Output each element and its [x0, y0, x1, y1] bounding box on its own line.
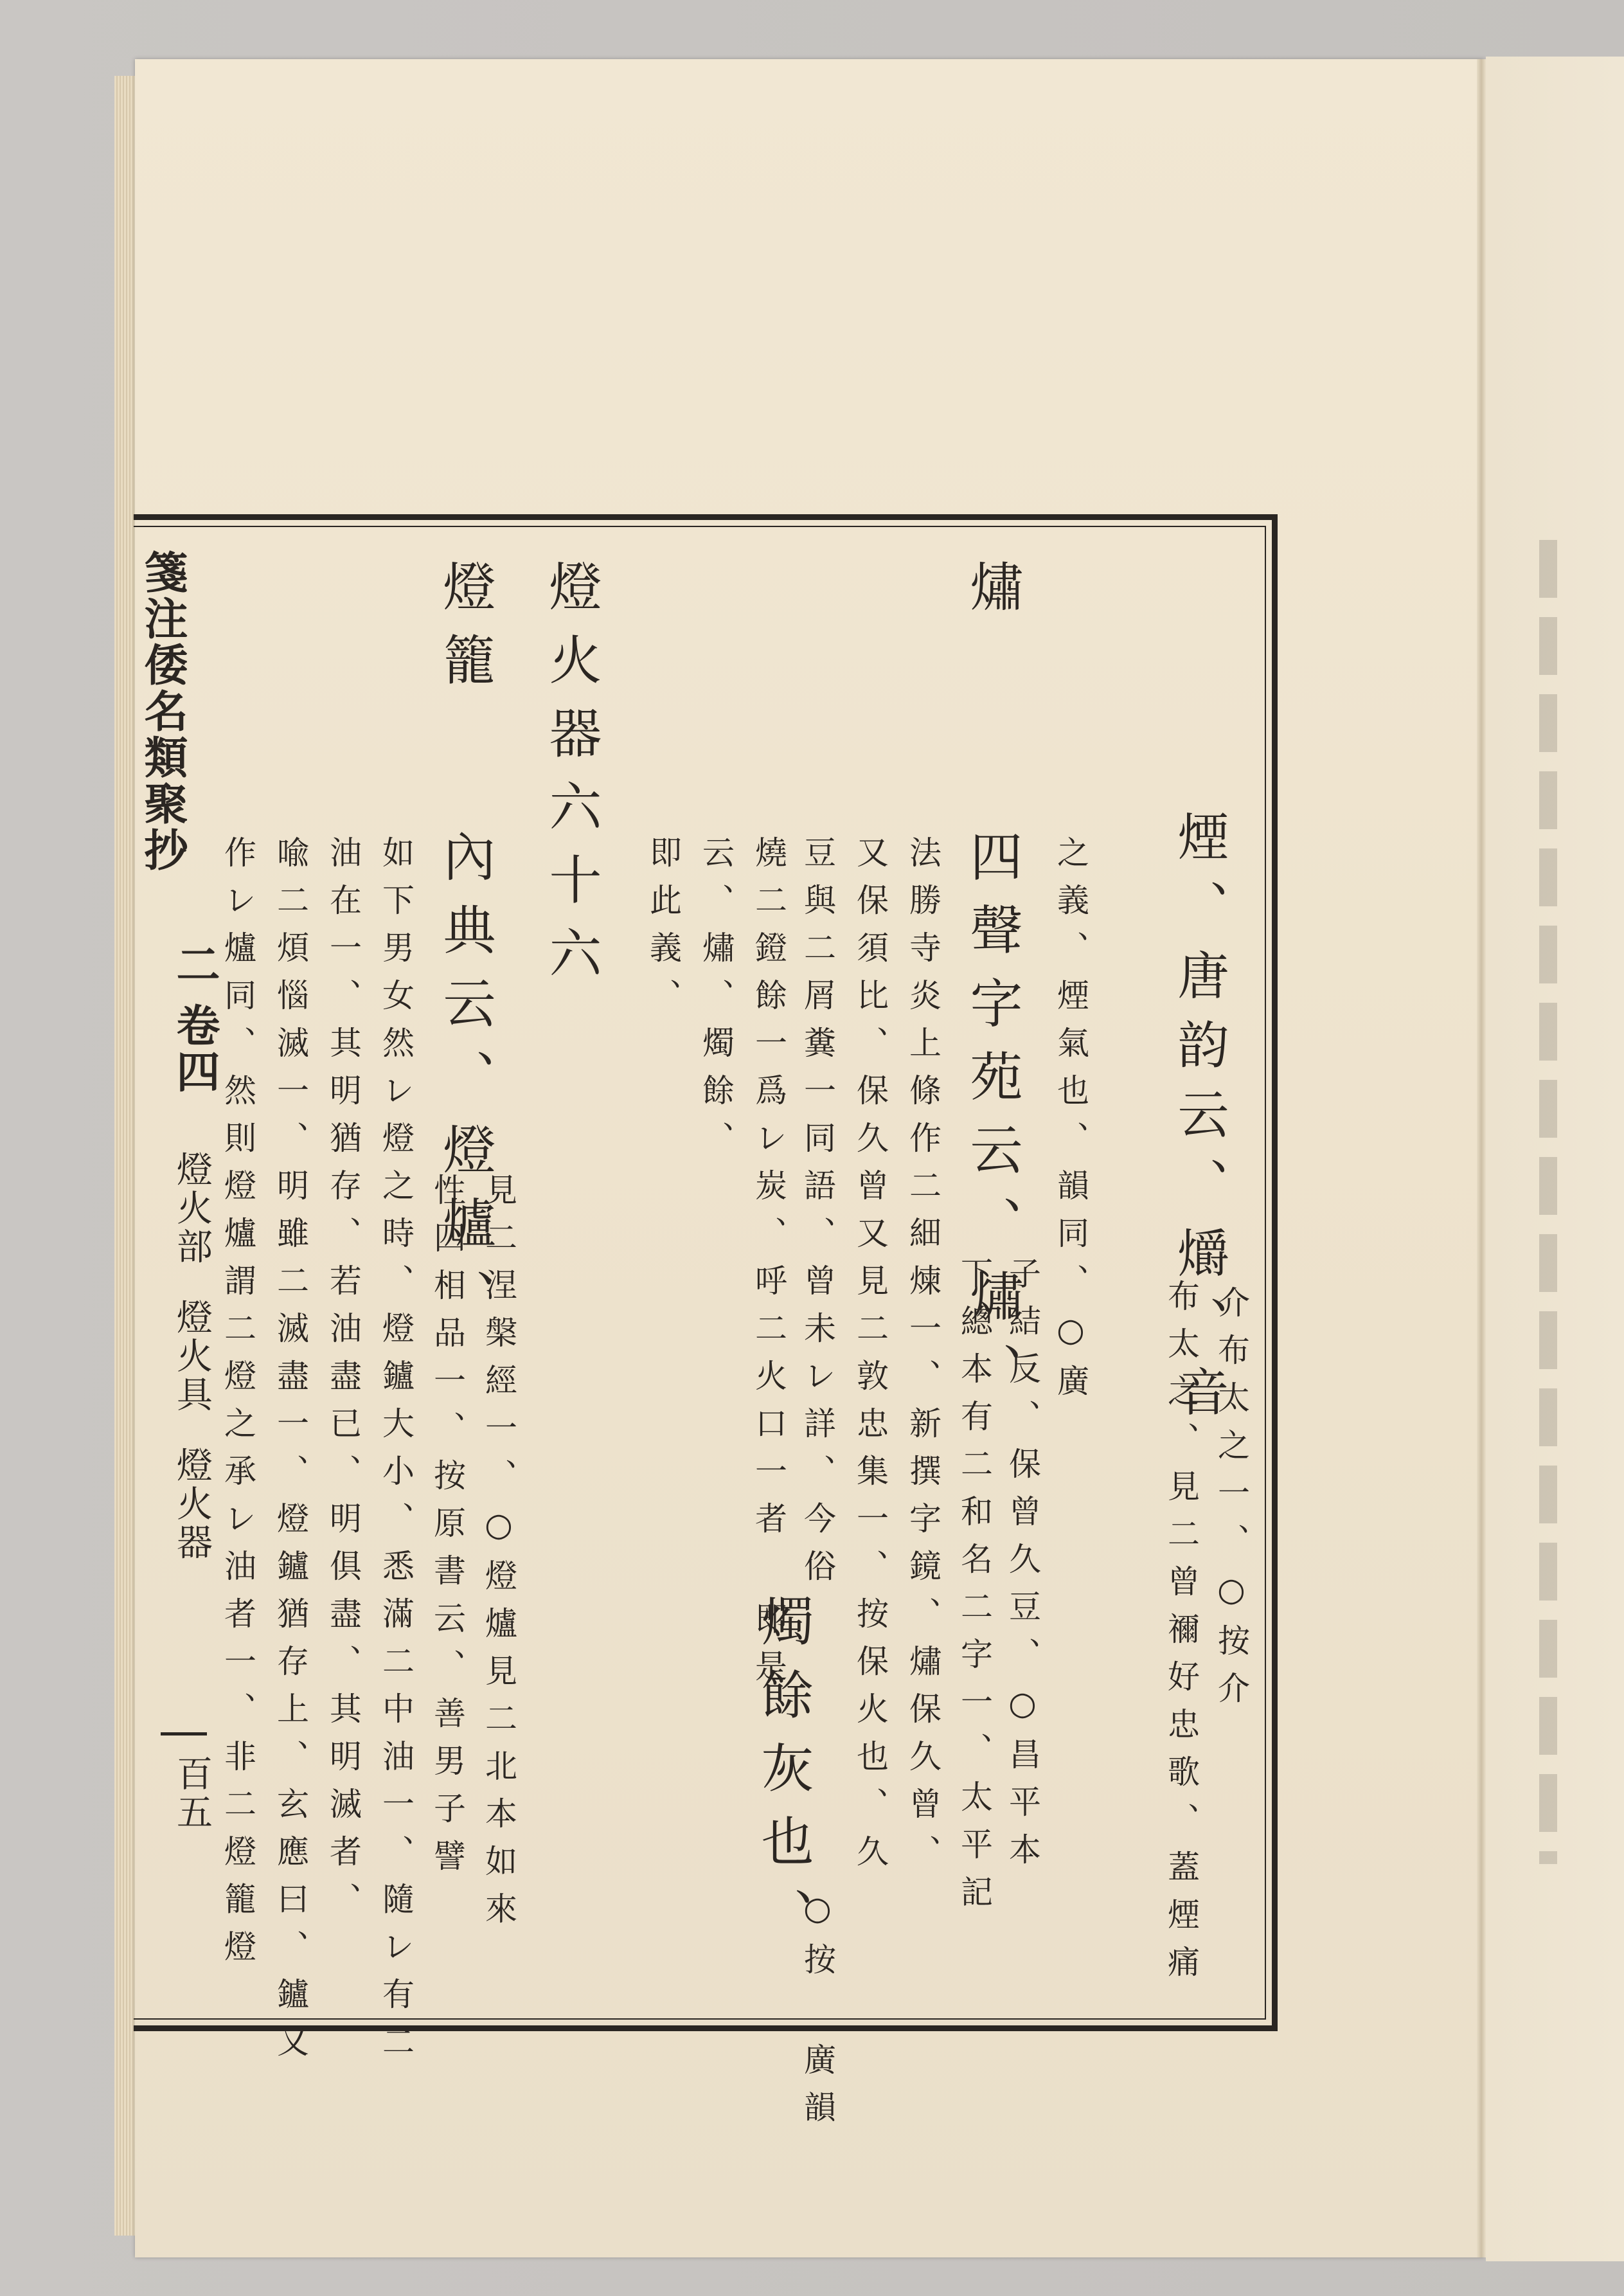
margin-book-title: 箋注倭名類聚抄 — [137, 550, 188, 874]
section-heading: 燈火器六十六 — [540, 559, 602, 999]
col3-note-b: 又保須比、保久曾又見二敦忠集一、按保火也、久 — [852, 836, 889, 1882]
col2-main-text: 四聲字苑云、熽、 — [961, 829, 1022, 1415]
entry-headword-2: 燈籠 — [434, 559, 495, 706]
col4-main-text: 燭餘灰也、 — [753, 1594, 814, 1960]
margin-page-rule — [161, 1732, 207, 1735]
col2-note-b: 下總本有二和名二字一、太平記 — [956, 1257, 993, 1923]
col3-note-a: 法勝寺炎上條作二細煉一、新撰字鏡、熽保久曾、 — [904, 836, 941, 1882]
col8-note-a: 如下男女然レ燈之時、燈鑪大小、悉滿二中油一、隨レ有二 — [377, 836, 415, 2072]
col7-note-a: 見二涅槃經一、○燈爐見二北本如來 — [480, 1173, 517, 1939]
margin-section-2: 燈火具 — [171, 1298, 213, 1414]
col5-note-b: 云、熽、燭餘、 — [697, 836, 735, 1169]
col9-note-b: 作レ爐同、然則燈爐謂二燈之承レ油者一、非二燈籠燈 — [219, 836, 256, 1977]
entry-headword-1: 熽 — [961, 559, 1022, 632]
col1-main-text: 煙、唐韵云、爝、音 — [1169, 810, 1229, 1435]
margin-section-1: 燈火部 — [171, 1151, 213, 1266]
col4-note-b: ○按 廣韻 — [799, 1890, 836, 2138]
margin-volume: 卷四 — [169, 1003, 220, 1095]
col7-main-text: 內典云、燈爐、 — [434, 829, 495, 1342]
col9-note-a: 喩二煩惱滅一、明雖二滅盡一、燈鑪猶存上、玄應曰、鑪又 — [272, 836, 309, 2072]
page-number: 百五 — [171, 1755, 213, 1832]
col1-note-right: 介布太之一、○按介 — [1213, 1286, 1250, 1719]
book-gutter — [1477, 59, 1486, 2257]
col5-note-c: 即此義、 — [645, 836, 682, 1026]
col5-note-a: 燒二鐙餘一爲レ炭、呼二火口一者 即是、 — [750, 836, 787, 1744]
col2-note-a: 子結反、保曾久豆、○昌平本 — [1004, 1257, 1041, 1880]
margin-section-3: 燈火器 — [171, 1446, 213, 1562]
col4-note-a: 豆與二屑糞一同語、曾未レ詳、今俗 — [799, 836, 836, 1597]
col2-note-left: 之義、煙氣也、韻同、○廣 — [1052, 836, 1089, 1412]
show-through-text — [1539, 540, 1557, 1864]
margin-volume-mark: 二 — [169, 942, 220, 988]
col1-note-left: 布太之、見二曾禰好忠歌、蓋煙痛 — [1163, 1279, 1200, 1993]
col7-note-b: 性四相品一、按原書云、善男子譬 — [429, 1173, 466, 1887]
col8-note-b: 油在一、其明猶存、若油盡已、明俱盡、其明滅者、 — [325, 836, 362, 1930]
